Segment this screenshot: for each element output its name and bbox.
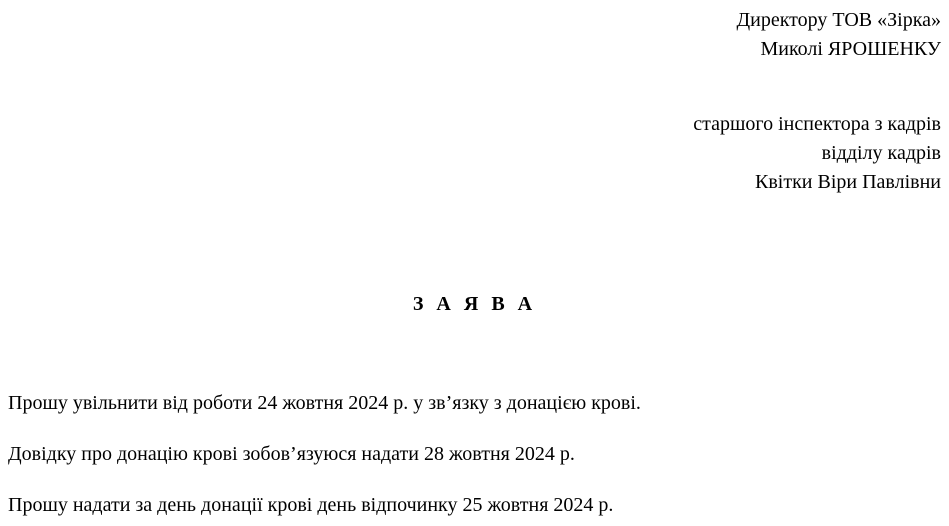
body-paragraph: Прошу надати за день донації крові день відпочинку 25 жовтня 2024 р.	[8, 494, 614, 516]
spacer	[8, 64, 941, 110]
author-line-1: старшого інспектора з кадрів	[693, 113, 941, 135]
document-title: З А Я В А	[412, 293, 537, 315]
addressee-block	[8, 0, 941, 64]
body-paragraph: Прошу увільнити від роботи 24 жовтня 2024 р. у зв’язку з донацією крові.	[8, 392, 641, 414]
author-block	[8, 110, 941, 197]
addressee-line-1: Директору ТОВ «Зірка»	[736, 9, 941, 31]
author-line-3: Квітки Віри Павлівни	[755, 171, 941, 193]
author-line-2: відділу кадрів	[821, 142, 941, 164]
addressee-line-2: Миколі ЯРОШЕНКУ	[760, 38, 941, 60]
document-body	[8, 390, 941, 518]
body-paragraph: Довідку про донацію крові зобов’язуюся надати 28 жовтня 2024 р.	[8, 443, 575, 465]
